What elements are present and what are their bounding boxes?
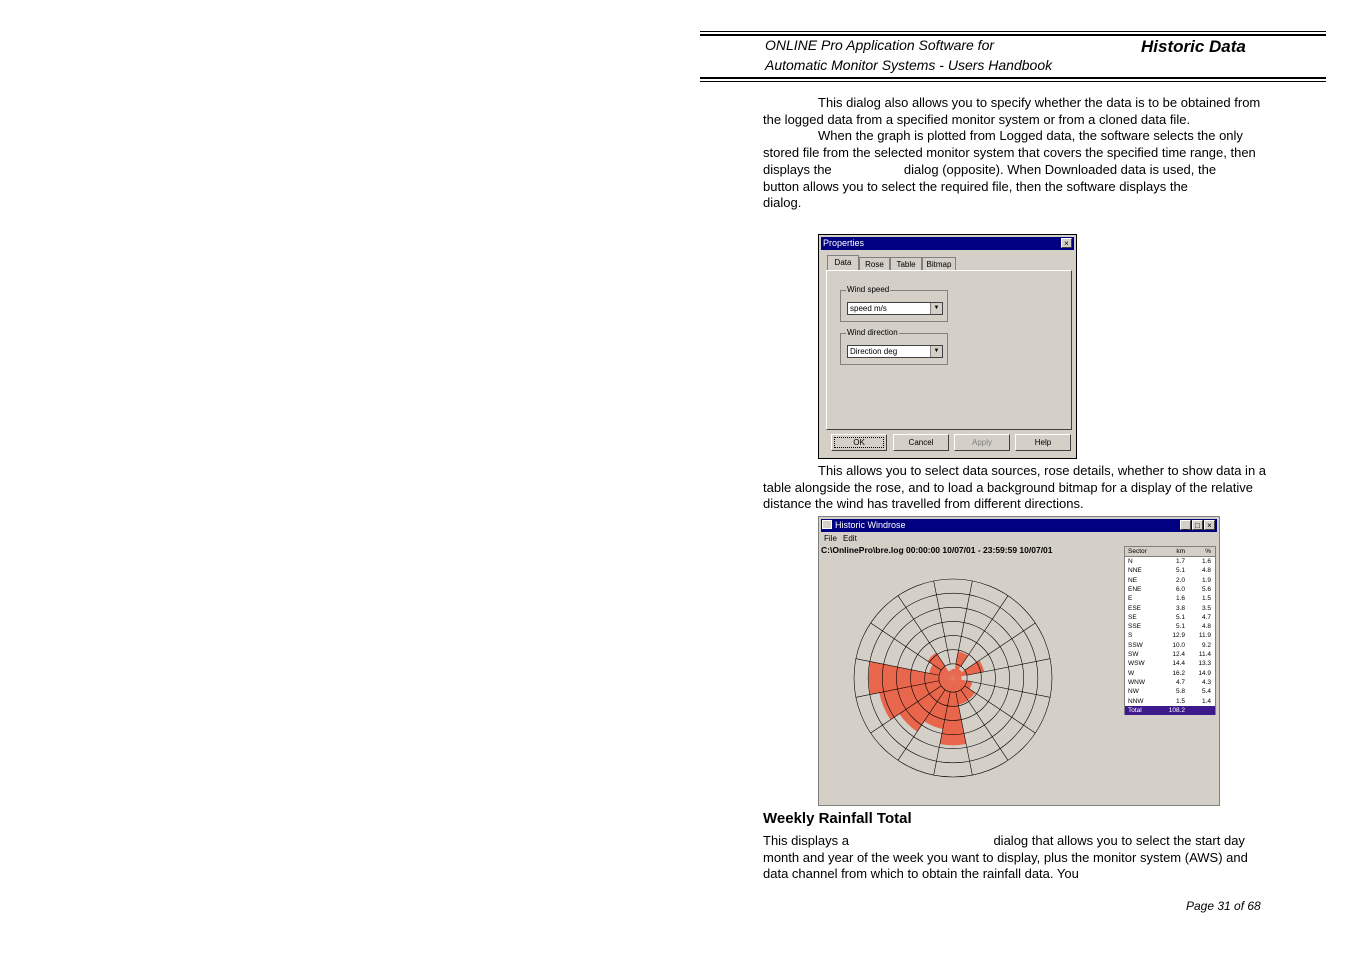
close-icon[interactable]: × (1061, 238, 1072, 248)
table-cell: S (1128, 632, 1133, 640)
header-rule-top (700, 31, 1326, 32)
table-cell: ESE (1128, 604, 1142, 612)
menu-edit[interactable]: Edit (843, 534, 857, 543)
rose-spoke (961, 596, 1008, 667)
table-cell: 13.3 (1198, 660, 1211, 668)
table-cell: 4.3 (1201, 678, 1211, 686)
table-cell: 14.4 (1172, 660, 1185, 668)
table-cell: 5.4 (1201, 688, 1211, 696)
table-cell: WNW (1128, 678, 1145, 686)
header-line-1: ONLINE Pro Application Software for (765, 37, 995, 53)
wind-speed-select[interactable] (847, 302, 943, 315)
table-cell: 4.7 (1201, 613, 1211, 621)
paragraph-3-block (763, 463, 1273, 513)
header-pct: % (1205, 548, 1211, 555)
table-row[interactable] (1125, 557, 1215, 566)
wind-speed-label: Wind speed (847, 285, 890, 294)
table-cell: 3.5 (1201, 604, 1211, 612)
wind-direction-label: Wind direction (847, 328, 898, 337)
header-rule-top-2 (700, 34, 1326, 36)
table-row[interactable] (1125, 622, 1215, 631)
table-row[interactable] (1125, 669, 1215, 678)
table-cell: 1.6 (1175, 595, 1185, 603)
paragraph-2: When the graph is plotted from Logged data, the software selects the only stored file from the selected monitor system that covers the specified time range, then displays the dialog (opposite). When Downloaded data is used, the button allows you to select the required file, then the software displays the dialog. (763, 128, 1267, 211)
menu-file[interactable]: File (824, 534, 837, 543)
table-cell: W (1128, 669, 1135, 677)
table-row[interactable] (1125, 678, 1215, 687)
rose-spoke (965, 686, 1036, 733)
wind-direction-group (840, 328, 948, 365)
table-cell: 11.4 (1198, 651, 1211, 658)
table-cell: NE (1128, 576, 1138, 584)
table-cell: 5.1 (1175, 623, 1185, 631)
windrose-window (818, 516, 1220, 806)
properties-titlebar (821, 237, 1074, 250)
table-cell: 1.6 (1201, 558, 1211, 565)
table-row[interactable] (1125, 585, 1215, 594)
maximize-icon[interactable]: □ (1192, 520, 1203, 530)
table-cell: 16.2 (1172, 669, 1185, 677)
table-cell: 4.7 (1175, 678, 1185, 686)
table-cell: 108.2 (1168, 706, 1185, 714)
table-row[interactable] (1125, 566, 1215, 575)
page-number: Page 31 of 68 (1186, 899, 1261, 913)
tab-data[interactable]: Data (827, 255, 859, 271)
help-button[interactable]: Help (1015, 434, 1071, 451)
table-cell: 14.9 (1198, 669, 1211, 677)
rose-spoke (898, 596, 945, 667)
table-cell: SSW (1128, 641, 1143, 649)
table-cell: WSW (1128, 660, 1145, 668)
cancel-button[interactable]: Cancel (893, 434, 949, 451)
chevron-down-icon[interactable]: ▼ (930, 346, 942, 357)
table-cell: SE (1128, 613, 1137, 621)
table-cell: 11.9 (1198, 632, 1211, 640)
header-sector: Sector (1128, 548, 1147, 555)
file-path-label: C:\OnlinePro\bre.log 00:00:00 10/07/01 - 23:59:59 10/07/01 (821, 545, 1053, 555)
table-cell: E (1128, 595, 1133, 603)
header-line-2: Automatic Monitor Systems - Users Handbook (765, 57, 1053, 73)
table-cell: 5.1 (1175, 613, 1185, 621)
table-cell: 3.8 (1175, 604, 1185, 612)
table-row[interactable] (1125, 604, 1215, 613)
header-rule-bottom-2 (700, 81, 1326, 82)
table-cell: 12.9 (1172, 632, 1185, 640)
table-cell: NNW (1128, 697, 1144, 705)
paragraph-4: This displays a dialog that allows you to select the start day month and year of the week you want to display, plus the monitor system (AWS) and data channel from which to obtain the rainfall data. You (763, 833, 1252, 882)
table-header (1125, 547, 1215, 557)
table-row[interactable] (1125, 697, 1215, 706)
table-row[interactable] (1125, 659, 1215, 668)
table-row[interactable] (1125, 594, 1215, 603)
table-cell: 1.5 (1201, 595, 1211, 603)
wind-speed-value: speed m/s (850, 304, 887, 313)
sector-table (1124, 546, 1216, 715)
table-cell: Total (1128, 706, 1142, 714)
rose-spoke (961, 690, 1008, 761)
table-row[interactable] (1125, 576, 1215, 585)
close-icon[interactable]: × (1204, 520, 1215, 530)
header-rule-bottom (700, 77, 1326, 79)
table-row[interactable] (1125, 650, 1215, 659)
rose-spoke (965, 623, 1036, 670)
table-cell: NW (1128, 688, 1139, 696)
table-cell: SW (1128, 651, 1139, 658)
wind-speed-group (840, 285, 948, 322)
tab-table[interactable]: Table (890, 257, 922, 270)
table-cell: 5.8 (1175, 688, 1185, 696)
header-km: km (1176, 548, 1185, 555)
table-row[interactable] (1125, 631, 1215, 640)
table-cell: 5.6 (1201, 585, 1211, 593)
table-cell: 2.0 (1175, 576, 1185, 584)
wind-direction-select[interactable] (847, 345, 943, 358)
table-cell: 1.7 (1175, 558, 1185, 565)
paragraph-4-block (763, 833, 1273, 883)
windrose-chart (819, 557, 1119, 805)
apply-button[interactable]: Apply (954, 434, 1010, 451)
minimize-icon[interactable]: _ (1180, 520, 1191, 530)
tab-bitmap[interactable]: Bitmap (922, 257, 956, 270)
paragraph-1: This dialog also allows you to specify whether the data is to be obtained from the logged data from a specified monitor system or from a cloned data file. (763, 95, 1261, 127)
table-cell: 5.1 (1175, 567, 1185, 575)
wind-direction-value: Direction deg (850, 347, 898, 356)
table-cell: 1.5 (1175, 697, 1185, 705)
section-title: Historic Data (1141, 37, 1246, 56)
windrose-title: Historic Windrose (835, 520, 906, 530)
table-cell: 10.0 (1172, 641, 1185, 649)
table-cell: 1.4 (1201, 697, 1211, 705)
windrose-titlebar (821, 519, 1217, 532)
ok-button[interactable]: OK (831, 434, 887, 451)
app-icon (822, 520, 832, 529)
tab-panel (826, 270, 1072, 430)
tab-rose[interactable]: Rose (859, 257, 890, 270)
table-total-row[interactable] (1125, 706, 1215, 715)
properties-dialog (818, 234, 1077, 459)
table-cell: 6.0 (1175, 585, 1185, 593)
chevron-down-icon[interactable]: ▼ (930, 303, 942, 314)
table-cell: 9.2 (1201, 641, 1211, 649)
rose-spoke (871, 623, 942, 670)
table-cell: NNE (1128, 567, 1142, 575)
table-cell: N (1128, 558, 1133, 565)
table-cell: 1.9 (1201, 576, 1211, 584)
table-cell: 4.8 (1201, 567, 1211, 575)
table-row[interactable] (1125, 641, 1215, 650)
table-cell: ENE (1128, 585, 1142, 593)
table-row[interactable] (1125, 687, 1215, 696)
table-cell: 4.8 (1201, 623, 1211, 631)
table-cell: SSE (1128, 623, 1142, 631)
section-heading: Weekly Rainfall Total (763, 810, 912, 827)
paragraph-3: This allows you to select data sources, rose details, whether to show data in a table alongside the rose, and to load a background bitmap for a display of the relative distance the wind has travelled from different directions. (763, 463, 1267, 512)
paragraph-1-block (763, 95, 1273, 212)
table-cell: 12.4 (1172, 651, 1185, 658)
table-row[interactable] (1125, 613, 1215, 622)
properties-title: Properties (823, 238, 865, 248)
